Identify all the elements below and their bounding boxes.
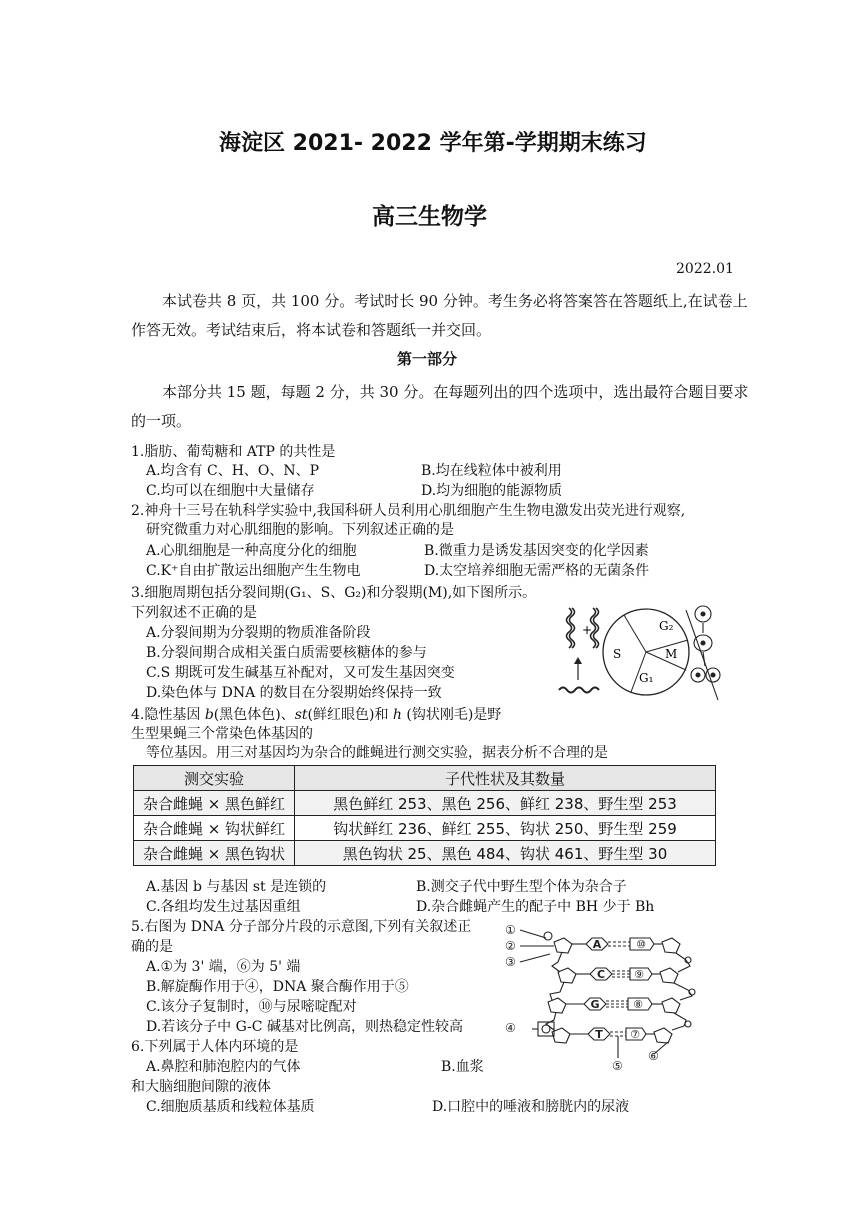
phase-s-label: S <box>613 647 622 661</box>
q4-option-a: A.基因 b 与基因 st 是连锁的 <box>146 879 327 895</box>
q4-stem-part-b: (黑色体色)、 <box>213 707 295 723</box>
q2-option-a: A.心肌细胞是一种高度分化的细胞 <box>146 543 357 559</box>
table-cell-cross: 杂合雌蝇 × 黑色鲜红 <box>134 791 295 816</box>
q6-option-d: D.口腔中的唾液和膀胱内的尿液 <box>432 1099 630 1115</box>
table-header-offspring: 子代性状及其数量 <box>295 766 716 791</box>
q2-option-c: C.K⁺自由扩散运出细胞产生生物电 <box>146 563 361 579</box>
table-cell-cross: 杂合雌蝇 × 黑色钩状 <box>134 841 295 866</box>
q6-option-a: A.鼻腔和肺泡腔内的气体 <box>146 1059 301 1075</box>
q1-option-c: C.均可以在细胞中大量储存 <box>146 483 315 499</box>
phase-g1-label: G₁ <box>639 671 654 685</box>
label-3: ③ <box>505 955 516 969</box>
q1-option-b: B.均在线粒体中被利用 <box>421 463 562 479</box>
q1-option-d: D.均为细胞的能源物质 <box>421 483 563 499</box>
table-header-cross: 测交实验 <box>134 766 295 791</box>
part-desc-2: 的一项。 <box>131 412 192 430</box>
intro-line-1: 本试卷共 8 页，共 100 分。考试时长 90 分钟。考生务必将答案答在答题纸上,在试卷上 <box>162 292 748 310</box>
q5-option-b: B.解旋酶作用于④，DNA 聚合酶作用于⑤ <box>146 979 409 995</box>
q5-option-d: D.若该分子中 G-C 碱基对比例高，则热稳定性较高 <box>146 1019 463 1035</box>
exam-date: 2022.01 <box>676 261 734 277</box>
pair-9: ⑨ <box>634 968 644 981</box>
q2-stem-1: 2.神舟十三号在轨科学实验中,我国科研人员利用心肌细胞产生生物电激发出荧光进行观察, <box>131 503 686 519</box>
q2-option-d: D.太空培养细胞无需严格的无菌条件 <box>424 563 650 579</box>
q3-option-c: C.S 期既可发生碱基互补配对，又可发生基因突变 <box>146 665 455 681</box>
q5-stem-2: 确的是 <box>131 939 173 955</box>
table-row <box>134 816 716 841</box>
table-cell-offspring: 钩状鲜红 236、鲜红 255、钩状 250、野生型 259 <box>295 816 716 841</box>
gene-b-symbol: b <box>204 707 214 723</box>
q5-option-c: C.该分子复制时，⑩与尿嘧啶配对 <box>146 999 357 1015</box>
part-title: 第一部分 <box>397 350 458 368</box>
q1-stem: 1.脂肪、葡萄糖和 ATP 的共性是 <box>131 444 336 460</box>
q4-stem-2: 生型果蝇三个常染色体基因的 <box>131 726 313 742</box>
exam-title: 海淀区 2021- 2022 学年第-学期期末练习 <box>219 131 647 156</box>
table-cell-offspring: 黑色鲜红 253、黑色 256、鲜红 238、野生型 253 <box>295 791 716 816</box>
q4-option-b: B.测交子代中野生型个体为杂合子 <box>416 879 627 895</box>
q3-stem-2: 下列叙述不正确的是 <box>131 605 257 621</box>
testcross-table <box>133 765 716 866</box>
dna-structure-diagram <box>502 920 712 1072</box>
table-cell-cross: 杂合雌蝇 × 钩状鲜红 <box>134 816 295 841</box>
part-desc-1: 本部分共 15 题，每题 2 分，共 30 分。在每题列出的四个选项中，选出最符合题目要求 <box>162 383 749 401</box>
label-5: ⑤ <box>612 1059 623 1072</box>
label-1: ① <box>505 923 516 937</box>
phase-g2-label: G₂ <box>659 619 674 633</box>
gene-h-symbol: h <box>392 707 402 723</box>
q4-stem-part-c: (鲜红眼色)和 <box>307 707 393 723</box>
cell-cycle-diagram <box>553 600 723 704</box>
intro-line-2: 作答无效。考试结束后，将本试卷和答题纸一并交回。 <box>131 321 492 339</box>
q2-stem-2: 研究微重力对心肌细胞的影响。下列叙述正确的是 <box>146 522 454 538</box>
base-pairs <box>566 938 662 1058</box>
phase-m-label: M <box>665 647 678 661</box>
q3-option-a: A.分裂间期为分裂期的物质准备阶段 <box>146 625 371 641</box>
table-row <box>134 841 716 866</box>
q3-option-b: B.分裂间期合成相关蛋白质需要核糖体的参与 <box>146 645 427 661</box>
q3-option-d: D.染色体与 DNA 的数目在分裂期始终保持一致 <box>146 685 442 701</box>
gene-st-symbol: st <box>294 707 308 723</box>
q3-stem-1: 3.细胞周期包括分裂间期(G₁、S、G₂)和分裂期(M),如下图所示。 <box>131 585 537 601</box>
pair-7: ⑦ <box>630 1028 640 1041</box>
q4-option-c: C.各组均发生过基因重组 <box>146 899 301 915</box>
base-a: A <box>592 938 602 951</box>
base-t: T <box>595 1028 603 1041</box>
q5-option-a: A.①为 3' 端，⑥为 5' 端 <box>146 959 301 975</box>
single-chromatin-icon <box>559 688 599 693</box>
q5-stem-1: 5.右图为 DNA 分子部分片段的示意图,下列有关叙述正 <box>131 919 472 935</box>
table-row <box>134 791 716 816</box>
plus-sign: + <box>582 623 593 637</box>
q6-option-b-cont: 和大脑细胞间隙的液体 <box>131 1079 271 1095</box>
q6-option-b: B.血浆 <box>441 1059 484 1075</box>
pair-10: ⑩ <box>636 938 646 951</box>
q4-option-d: D.杂合雌蝇产生的配子中 BH 少于 Bh <box>416 899 655 915</box>
table-cell-offspring: 黑色钩状 25、黑色 484、钩状 461、野生型 30 <box>295 841 716 866</box>
base-g: G <box>590 998 600 1011</box>
label-2: ② <box>505 939 516 953</box>
q4-stem-part-a: 4.隐性基因 <box>131 707 205 723</box>
label-6: ⑥ <box>648 1049 659 1063</box>
q6-stem: 6.下列属于人体内环境的是 <box>131 1039 299 1055</box>
right-strand <box>654 938 695 1054</box>
label-4: ④ <box>505 1021 516 1035</box>
q4-stem-3: 等位基因。用三对基因均为杂合的雌蝇进行测交实验，据表分析不合理的是 <box>146 745 608 761</box>
exam-subject: 高三生物学 <box>372 204 487 230</box>
q1-option-a: A.均含有 C、H、O、N、P <box>146 463 320 479</box>
q4-stem-part-d: (钩状刚毛)是野 <box>401 707 502 723</box>
q4-stem-1 <box>131 704 501 724</box>
table-header-row <box>134 766 716 791</box>
pair-8: ⑧ <box>633 998 643 1011</box>
left-strand <box>520 930 576 1043</box>
q6-option-c: C.细胞质基质和线粒体基质 <box>146 1099 315 1115</box>
q2-option-b: B.微重力是诱发基因突变的化学因素 <box>424 543 649 559</box>
base-c: C <box>596 968 606 981</box>
dividing-cells-icon <box>686 606 720 700</box>
